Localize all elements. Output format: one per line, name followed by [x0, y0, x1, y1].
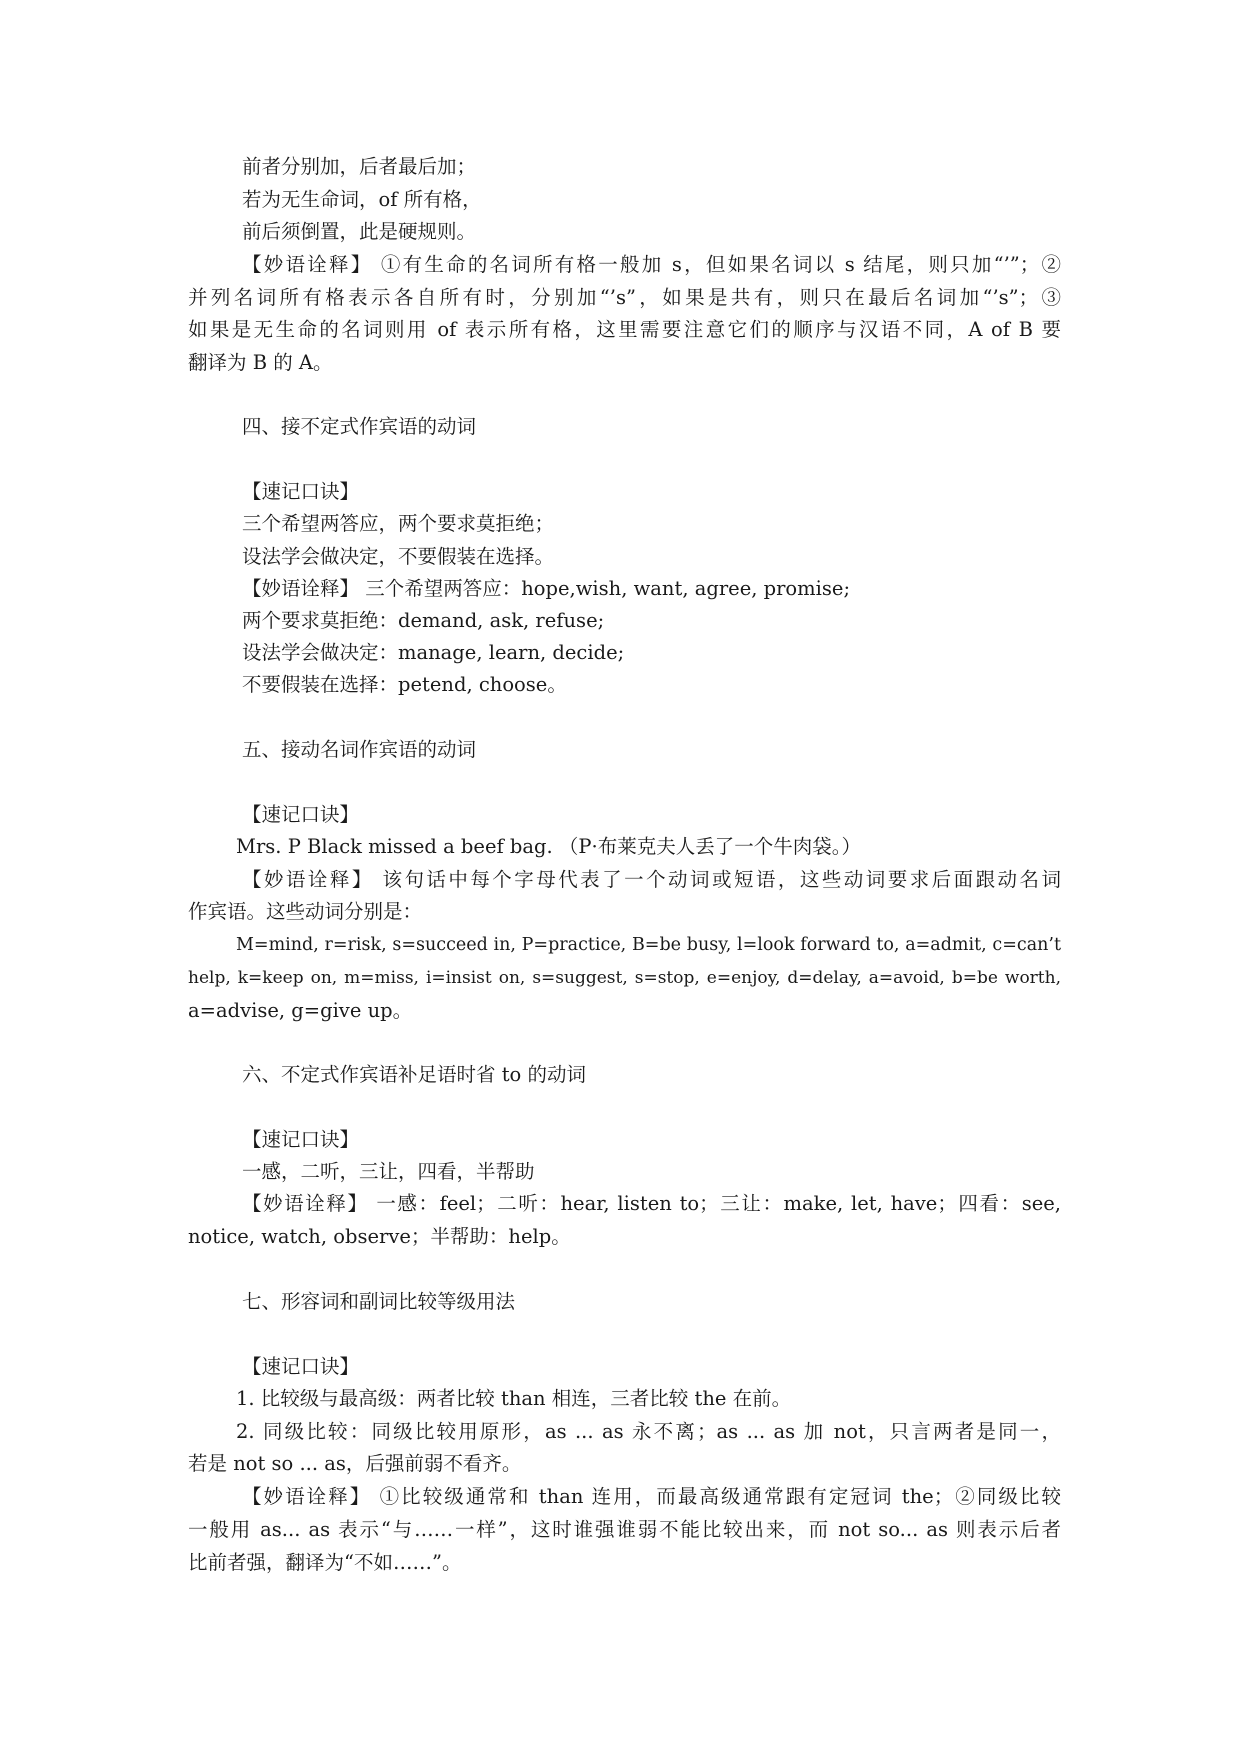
verse-line: 若是 not so ... as，后强前弱不看齐。 — [188, 1452, 522, 1475]
explanation-line: 不要假装在选择：petend, choose。 — [242, 673, 567, 696]
explanation-line: 作宾语。这些动词分别是： — [188, 900, 423, 923]
verse-line: 若为无生命词，of 所有格， — [242, 188, 482, 211]
explanation-line: 【妙语诠释】 三个希望两答应：hope,wish, want, agree, promise; — [242, 577, 851, 600]
explanation-line: 【妙语诠释】 ①比较级通常和 than 连用，而最高级通常跟有定冠词 the；②同级比较 — [242, 1485, 1061, 1508]
explanation-line: 两个要求莫拒绝：demand, ask, refuse; — [242, 609, 605, 632]
explanation-line: 【妙语诠释】 ①有生命的名词所有格一般加 s，但如果名词以 s 结尾，则只加“’”；② — [242, 253, 1061, 276]
explanation-line: 一般用 as... as 表示“与……一样”，这时谁强谁弱不能比较出来，而 not so... as 则表示后者 — [188, 1518, 1061, 1541]
section-heading: 六、不定式作宾语补足语时省 to 的动词 — [242, 1063, 586, 1086]
explanation-line: 【妙语诠释】 该句话中每个字母代表了一个动词或短语，这些动词要求后面跟动名词 — [242, 868, 1061, 891]
verse-line: 前后须倒置，此是硬规则。 — [242, 220, 477, 243]
explanation-line: 并列名词所有格表示各自所有时，分别加“’s”，如果是共有，则只在最后名词加“’s”；③ — [188, 286, 1061, 309]
verse-line: 前者分别加，后者最后加； — [242, 155, 477, 178]
explanation-line: 【妙语诠释】 一感：feel；二听：hear, listen to；三让：make, let, have；四看：see, — [242, 1192, 1061, 1215]
section-heading: 五、接动名词作宾语的动词 — [242, 738, 477, 761]
explanation-line: 翻译为 B 的 A。 — [188, 351, 333, 374]
explanation-line: M=mind, r=risk, s=succeed in, P=practice, B=be busy, l=look forward to, a=admit, c=can’t — [236, 935, 1061, 955]
verse-line: Mrs. P Black missed a beef bag. （P·布莱克夫人丢了一个牛肉袋。） — [236, 835, 861, 858]
explanation-line: 设法学会做决定：manage, learn, decide; — [242, 641, 625, 664]
verse-line: 1. 比较级与最高级：两者比较 than 相连，三者比较 the 在前。 — [236, 1387, 792, 1410]
mnemonic-label: 【速记口诀】 — [242, 803, 360, 826]
verse-line: 设法学会做决定，不要假装在选择。 — [242, 545, 555, 568]
mnemonic-label: 【速记口诀】 — [242, 1128, 360, 1151]
verse-line: 一感，二听，三让，四看，半帮助 — [242, 1160, 535, 1183]
verse-line: 2. 同级比较：同级比较用原形，as ... as 永不离；as ... as 加 not，只言两者是同一， — [236, 1420, 1061, 1443]
explanation-line: a=advise, g=give up。 — [188, 999, 413, 1022]
verse-line: 三个希望两答应，两个要求莫拒绝； — [242, 512, 555, 535]
mnemonic-label: 【速记口诀】 — [242, 480, 360, 503]
explanation-line: help, k=keep on, m=miss, i=insist on, s=suggest, s=stop, e=enjoy, d=delay, a=avoid, b=be worth, — [188, 968, 1061, 988]
explanation-line: notice, watch, observe；半帮助：help。 — [188, 1225, 571, 1248]
section-heading: 四、接不定式作宾语的动词 — [242, 415, 477, 438]
explanation-line: 如果是无生命的名词则用 of 表示所有格，这里需要注意它们的顺序与汉语不同，A of B 要 — [188, 318, 1061, 341]
section-heading: 七、形容词和副词比较等级用法 — [242, 1290, 516, 1313]
explanation-line: 比前者强，翻译为“不如……”。 — [188, 1551, 462, 1574]
mnemonic-label: 【速记口诀】 — [242, 1355, 360, 1378]
